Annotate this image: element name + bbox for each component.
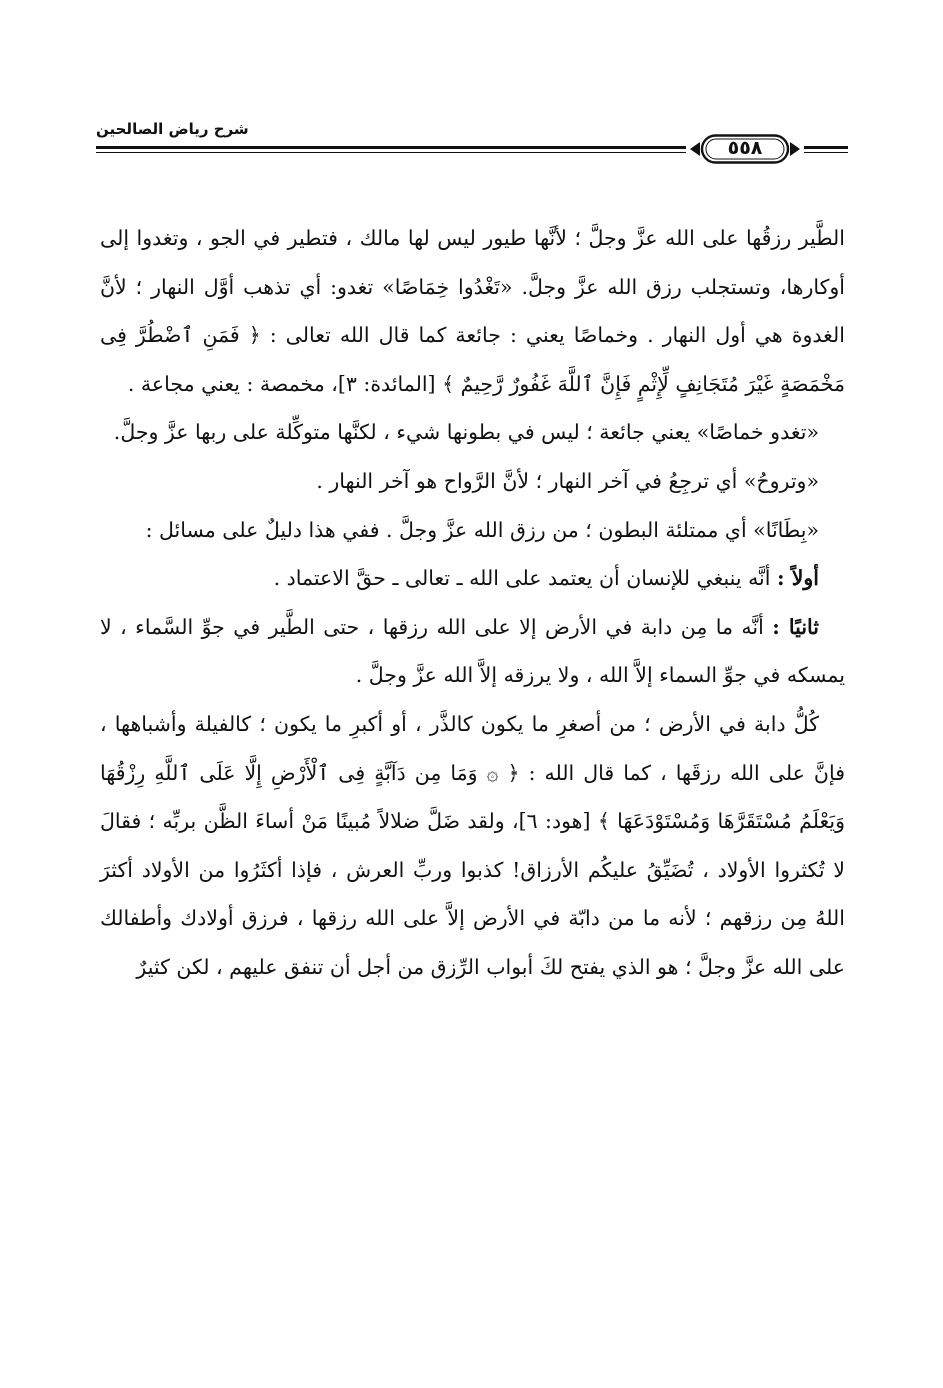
- paragraph-khimas: «تغدو خماصًا» يعني جائعة ؛ ليس في بطونها شيء ، لكنَّها متوكِّلة على ربها عزَّ وجلَّ.: [113, 420, 819, 445]
- page-number-frame: [686, 134, 804, 164]
- paragraph-first-point: [100, 554, 845, 603]
- page-number: ٥٥٨: [727, 137, 763, 159]
- paragraph-second-point: [100, 603, 845, 700]
- paragraph-bitan: «بِطَانًا» أي ممتلئة البطون ؛ من رزق الله عزَّ وجلَّ . ففي هذا دليلٌ على مسائل :: [145, 517, 819, 542]
- header-rule-right-thin: [804, 152, 848, 153]
- book-title: شرح رياض الصالحين: [96, 120, 249, 138]
- point-label-first: أولاً :: [777, 566, 819, 591]
- header-rule-right: [804, 146, 848, 149]
- point-text-second: أنَّه ما مِن دابة في الأرض إلا على الله رزقها ، حتى الطَّير في جوِّ السَّماء ، لا يمسكه في جوِّ السماء إلاَّ الله ، ولا يرزقه إلاَّ الله عزَّ وجلَّ .: [100, 614, 845, 688]
- paragraph-every-creature: كُلُّ دابة في الأرض ؛ من أصغرِ ما يكون كالذَّر ، أو أكبرِ ما يكون ؛ كالفيلة وأشباهها ، فإنَّ على الله رزقَها ، كما قال الله : ﴿ ۞ وَمَا مِن دَآبَّةٍ فِى ٱلْأَرْضِ إِلَّا عَلَى ٱللَّهِ رِزْقُهَا وَيَعْلَمُ مُسْتَقَرَّهَا وَمُسْتَوْدَعَهَا ﴾ [هود: ٦]، ولقد ضَلَّ ضلالاً مُبينًا مَنْ أساءَ الظَّن بربِّه ؛ فقالَ لا تُكثروا الأولاد ، تُضَيِّقُ عليكُم الأرزاق! كذبوا وربِّ العرش ، فإذا أكثَرُوا من الأولاد أكثرَ اللهُ مِن رزقهم ؛ لأنه ما من دابّة في الأرض إلاَّ على الله رزقها ، فرزق أولادك وأطفالك على الله عزَّ وجلَّ ؛ هو الذي يفتح لكَ أبواب الرِّزق من أجل أن تنفق عليهم ، لكن كثيرٌ: [100, 711, 845, 979]
- point-text-first: أنَّه ينبغي للإنسان أن يعتمد على الله ـ تعالى ـ حقَّ الاعتماد .: [273, 566, 771, 591]
- page-body: [100, 214, 845, 992]
- header-rule-thin: [96, 152, 686, 153]
- point-label-second: ثانيًا :: [772, 614, 819, 639]
- paragraph-taruh: «وتروحُ» أي ترجِعُ في آخر النهار ؛ لأنَّ الرَّواح هو آخر النهار .: [316, 468, 819, 493]
- header-rule: [96, 146, 686, 149]
- paragraph-tayr: الطَّير رزقُها على الله عزَّ وجلَّ ؛ لأنَّها طيور ليس لها مالك ، فتطير في الجو ، وتغدوا إلى أوكارها، وتستجلب رزق الله عزَّ وجلَّ. «تَغْدُوا خِمَاصًا» تغدو: أي تذهب أوَّل النهار ؛ لأنَّ الغدوة هي أول النهار . وخماصًا يعني : جائعة كما قال الله تعالى : ﴿ فَمَنِ ٱضْطُرَّ فِى مَخْمَصَةٍ غَيْرَ مُتَجَانِفٍ لِّإِثْمٍ فَإِنَّ ٱللَّهَ غَفُورٌ رَّحِيمٌ ﴾ [المائدة: ٣]، مخمصة : يعني مجاعة .: [100, 226, 845, 396]
- page-header: [96, 118, 848, 178]
